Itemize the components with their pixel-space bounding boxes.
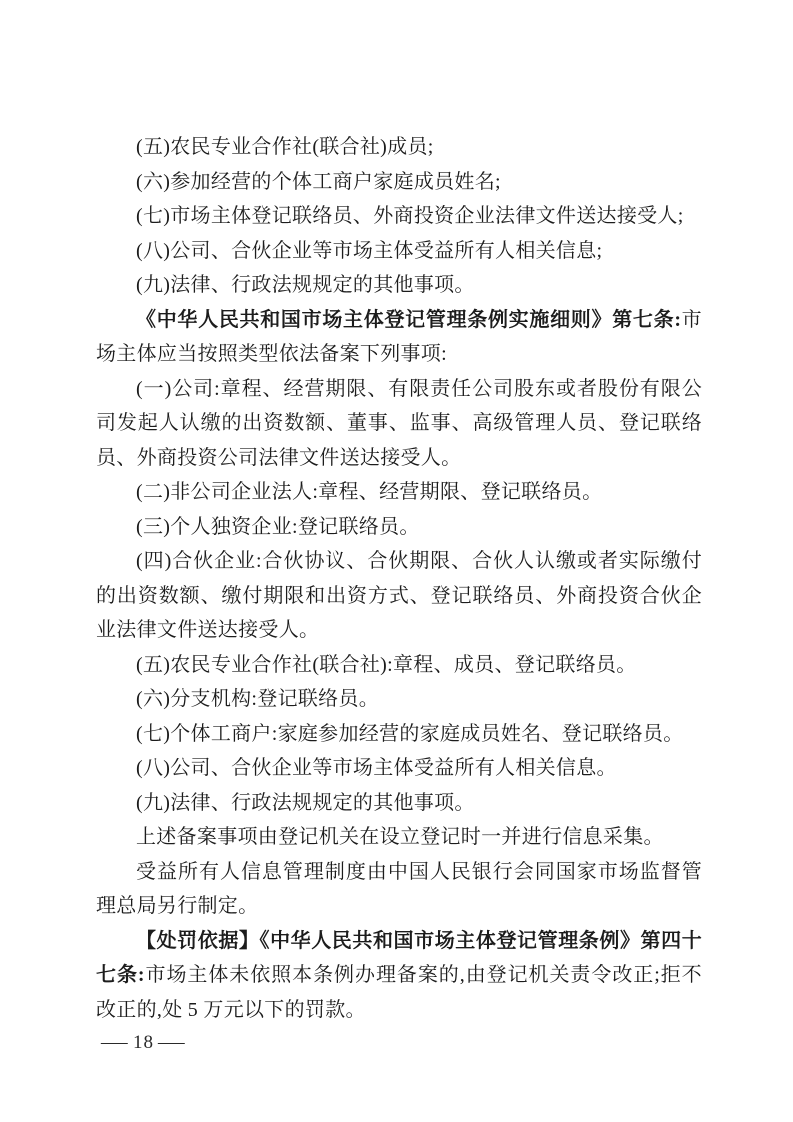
paragraph-17	[96, 855, 702, 924]
text-run: (九)法律、行政法规规定的其他事项。	[136, 274, 475, 296]
paragraph-18	[96, 924, 702, 1028]
text-run: (七)个体工商户:家庭参加经营的家庭成员姓名、登记联络员。	[136, 722, 684, 745]
paragraph-9	[96, 510, 702, 545]
text-run: 市场主体应当按照类型依法备案下列事项:	[96, 308, 702, 365]
text-run-bold: 【处罚依据】《中华人民共和国市场主体登记管理条例》第四十七条:	[96, 929, 702, 986]
text-run: (八)公司、合伙企业等市场主体受益所有人相关信息。	[136, 757, 617, 779]
text-run: 上述备案事项由登记机关在设立登记时一并进行信息采集。	[136, 826, 664, 848]
paragraph-16	[96, 820, 702, 855]
paragraph-5	[96, 268, 702, 303]
text-run: (五)农民专业合作社(联合社):章程、成员、登记联络员。	[136, 653, 637, 676]
paragraph-12	[96, 682, 702, 717]
paragraph-4	[96, 234, 702, 269]
text-run-bold: 《中华人民共和国市场主体登记管理条例实施细则》第七条:	[136, 308, 682, 331]
page-number: 18	[133, 1032, 154, 1053]
paragraph-14	[96, 751, 702, 786]
paragraph-1	[96, 130, 702, 165]
text-run: 受益所有人信息管理制度由中国人民银行会同国家市场监督管理总局另行制定。	[96, 860, 702, 917]
text-run: (四)合伙企业:合伙协议、合伙期限、合伙人认缴或者实际缴付的出资数额、缴付期限和出资方式、登记联络员、外商投资合伙企业法律文件送达接受人。	[96, 550, 702, 641]
document-body	[96, 130, 702, 1027]
paragraph-7	[96, 372, 702, 476]
text-run: (七)市场主体登记联络员、外商投资企业法律文件送达接受人;	[136, 205, 684, 227]
text-run: 市场主体未依照本条例办理备案的,由登记机关责令改正;拒不改正的,处 5 万元以下的罚款。	[96, 964, 702, 1021]
text-run: (二)非公司企业法人:章程、经营期限、登记联络员。	[136, 481, 603, 503]
paragraph-6	[96, 303, 702, 372]
text-run: (五)农民专业合作社(联合社)成员;	[136, 136, 434, 158]
text-run: (三)个人独资企业:登记联络员。	[136, 515, 420, 538]
text-run: (六)参加经营的个体工商户家庭成员姓名;	[136, 170, 501, 193]
paragraph-10	[96, 544, 702, 648]
paragraph-3	[96, 199, 702, 234]
text-run: (一)公司:章程、经营期限、有限责任公司股东或者股份有限公司发起人认缴的出资数额、董事、监事、高级管理人员、登记联络员、外商投资公司法律文件送达接受人。	[96, 377, 702, 469]
paragraph-15	[96, 786, 702, 821]
paragraph-2	[96, 165, 702, 200]
paragraph-11	[96, 648, 702, 683]
paragraph-8	[96, 475, 702, 510]
text-run: (八)公司、合伙企业等市场主体受益所有人相关信息;	[136, 239, 603, 262]
footer-dash-left: —	[101, 1032, 129, 1053]
footer-dash-right: —	[158, 1032, 186, 1053]
paragraph-13	[96, 717, 702, 752]
text-run: (六)分支机构:登记联络员。	[136, 688, 380, 710]
text-run: (九)法律、行政法规规定的其他事项。	[136, 791, 475, 814]
page-footer	[97, 1030, 190, 1056]
